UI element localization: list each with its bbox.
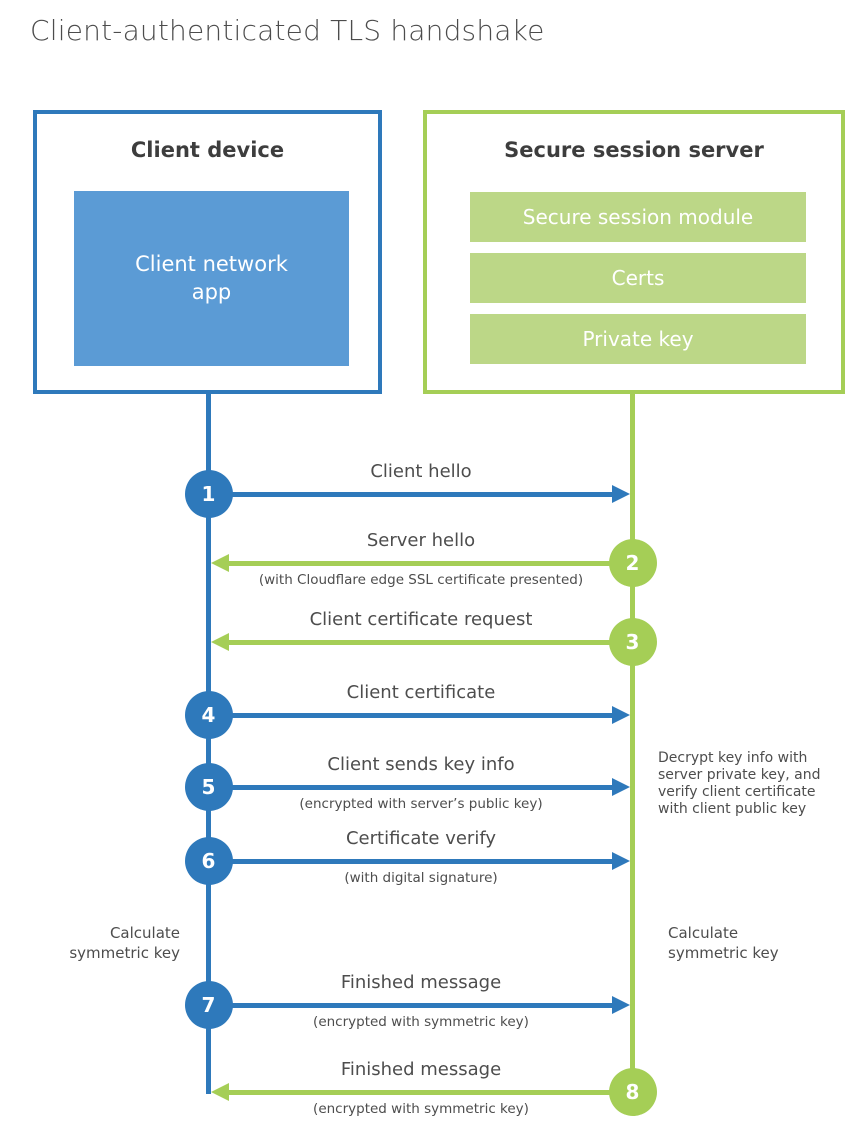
message-arrowhead-7 [612, 996, 630, 1014]
server-module-bar-1: Secure session module [470, 192, 806, 242]
message-arrowhead-4 [612, 706, 630, 724]
client-network-app-label: Client network app [135, 252, 288, 304]
message-arrow-line-4 [209, 713, 612, 718]
message-arrow-line-1 [209, 492, 612, 497]
message-arrow-line-6 [209, 859, 612, 864]
secure-session-server-title: Secure session server [504, 138, 764, 162]
client-device-title: Client device [130, 138, 285, 162]
message-arrow-line-7 [209, 1003, 612, 1008]
message-label-1: Client hello [370, 461, 472, 482]
message-sublabel-6: (with digital signature) [344, 870, 498, 886]
step-badge-1: 1 [185, 470, 233, 518]
message-arrowhead-5 [612, 778, 630, 796]
message-arrowhead-8 [211, 1083, 229, 1101]
message-arrow-line-5 [209, 785, 612, 790]
message-label-4: Client certificate [346, 682, 496, 703]
message-label-3: Client certificate request [309, 609, 533, 630]
step-badge-4: 4 [185, 691, 233, 739]
server-modules [470, 192, 806, 375]
step-badge-3: 3 [609, 618, 657, 666]
message-label-2: Server hello [366, 530, 476, 551]
page-title: Client-authenticated TLS handshake [30, 14, 545, 47]
message-sublabel-8: (encrypted with symmetric key) [313, 1101, 529, 1117]
server-module-bar-3: Private key [470, 314, 806, 364]
step-badge-7: 7 [185, 981, 233, 1029]
step-badge-6: 6 [185, 837, 233, 885]
calc-symmetric-key-note-left: Calculate symmetric key [69, 924, 180, 963]
message-label-8: Finished message [340, 1059, 502, 1080]
message-arrow-line-2 [229, 561, 631, 566]
client-device-box [33, 110, 382, 394]
message-arrowhead-2 [211, 554, 229, 572]
secure-session-server-box [423, 110, 845, 394]
message-sublabel-5: (encrypted with server’s public key) [299, 796, 543, 812]
client-network-app-box [74, 191, 349, 366]
message-arrowhead-1 [612, 485, 630, 503]
message-arrow-line-8 [229, 1090, 631, 1095]
message-label-6: Certificate verify [345, 828, 497, 849]
message-sublabel-2: (with Cloudflare edge SSL certificate presented) [258, 572, 584, 588]
message-sublabel-7: (encrypted with symmetric key) [313, 1014, 529, 1030]
message-arrow-line-3 [229, 640, 631, 645]
message-arrowhead-3 [211, 633, 229, 651]
step-badge-8: 8 [609, 1068, 657, 1116]
step-badge-5: 5 [185, 763, 233, 811]
calc-symmetric-key-note-right: Calculate symmetric key [668, 924, 779, 963]
message-arrowhead-6 [612, 852, 630, 870]
message-label-5: Client sends key info [327, 754, 515, 775]
decrypt-note: Decrypt key info with server private key, and verify client certificate with client public key [658, 750, 821, 818]
step-badge-2: 2 [609, 539, 657, 587]
server-module-bar-2: Certs [470, 253, 806, 303]
message-label-7: Finished message [340, 972, 502, 993]
